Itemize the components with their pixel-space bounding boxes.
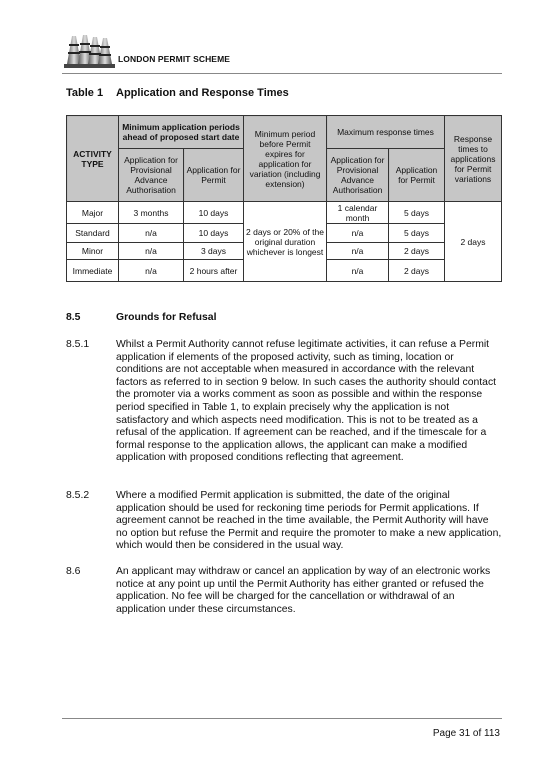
section-number: 8.5 xyxy=(66,312,81,323)
footer-divider xyxy=(62,718,502,719)
table-number: Table 1 xyxy=(66,87,104,99)
header-title: LONDON PERMIT SCHEME xyxy=(118,54,231,64)
cell-max-paa: n/a xyxy=(327,260,389,282)
cell-permit: 2 hours after xyxy=(184,260,244,282)
subheader-permit: Application for Permit xyxy=(184,149,244,202)
cell-type: Minor xyxy=(67,243,119,260)
cell-type: Immediate xyxy=(67,260,119,282)
section-8-5-1 xyxy=(66,339,502,479)
cell-max-permit: 5 days xyxy=(389,224,445,243)
cell-permit: 10 days xyxy=(184,224,244,243)
section-8-5-2 xyxy=(66,490,502,556)
page-number: Page 31 of 113 xyxy=(432,728,500,739)
cell-max-paa: n/a xyxy=(327,243,389,260)
response-times-table xyxy=(66,115,502,282)
cell-paa: n/a xyxy=(119,260,184,282)
section-8-6 xyxy=(66,566,502,620)
header-divider xyxy=(62,73,502,74)
table-title: Application and Response Times xyxy=(116,87,289,99)
cell-min-before-merged: 2 days or 20% of the original duration whichever is longest xyxy=(244,202,327,282)
table-caption xyxy=(66,87,289,99)
cell-max-permit: 2 days xyxy=(389,260,445,282)
cell-max-paa: 1 calendar month xyxy=(327,202,389,224)
section-paragraph: Where a modified Permit application is submitted, the date of the original application should be used for reckoning time periods for Permit applications. If agreement cannot be reached in the time available, the Permit Authority will have no option but refuse the Permit and require the promoter to make a new application, which would then be considered in the usual way. xyxy=(116,490,502,552)
section-paragraph: An applicant may withdraw or cancel an application by way of an electronic works notice at any point up until the Permit Authority has either granted or refused the application. No fee will be charged for the cancellation or withdrawal of an application under these circumstances. xyxy=(116,566,491,615)
traffic-cones-logo xyxy=(62,34,116,70)
cell-permit: 3 days xyxy=(184,243,244,260)
table-row xyxy=(67,202,502,224)
page-header xyxy=(62,34,502,72)
cell-type: Major xyxy=(67,202,119,224)
cell-paa: 3 months xyxy=(119,202,184,224)
cell-permit: 10 days xyxy=(184,202,244,224)
header-min-application: Minimum application periods ahead of proposed start date xyxy=(119,116,244,149)
section-heading: Grounds for Refusal xyxy=(116,312,217,323)
header-min-before-expiry: Minimum period before Permit expires for application for variation (including extension) xyxy=(244,116,327,202)
subheader-provisional-response: Application for Provisional Advance Authorisation xyxy=(327,149,389,202)
header-max-response: Maximum response times xyxy=(327,116,445,149)
subheader-permit-response: Application for Permit xyxy=(389,149,445,202)
cell-max-paa: n/a xyxy=(327,224,389,243)
header-response-variation: Response times to applications for Permit variations xyxy=(445,116,502,202)
section-number: 8.5.1 xyxy=(66,339,90,350)
subheader-provisional: Application for Provisional Advance Authorisation xyxy=(119,149,184,202)
section-paragraph: Whilst a Permit Authority cannot refuse legitimate activities, it can refuse a Permit application if elements of the proposed activity, such as timing, location or conditions are not acceptable when measured in accordance with the relevant factors as referred to in section 9 below. In such cases the authority should contact the promoter via a works comment as soon as possible and within the response period specified in Table 1, to explain precisely why the application is not satisfactory and which aspects need modification. This is not to be treated as a refusal of the application. If agreement can be reached, and if the timescale for a formal response to the application allows, the applicant can make a modified application with proposed conditions reflecting that agreement. xyxy=(116,339,497,464)
section-8-5 xyxy=(66,312,502,326)
header-activity-type: ACTIVITY TYPE xyxy=(67,116,119,202)
cell-max-permit: 5 days xyxy=(389,202,445,224)
cell-response-merged: 2 days xyxy=(445,202,502,282)
cell-max-permit: 2 days xyxy=(389,243,445,260)
section-number: 8.6 xyxy=(66,566,81,577)
cell-type: Standard xyxy=(67,224,119,243)
section-number: 8.5.2 xyxy=(66,490,90,501)
cell-paa: n/a xyxy=(119,224,184,243)
cell-paa: n/a xyxy=(119,243,184,260)
